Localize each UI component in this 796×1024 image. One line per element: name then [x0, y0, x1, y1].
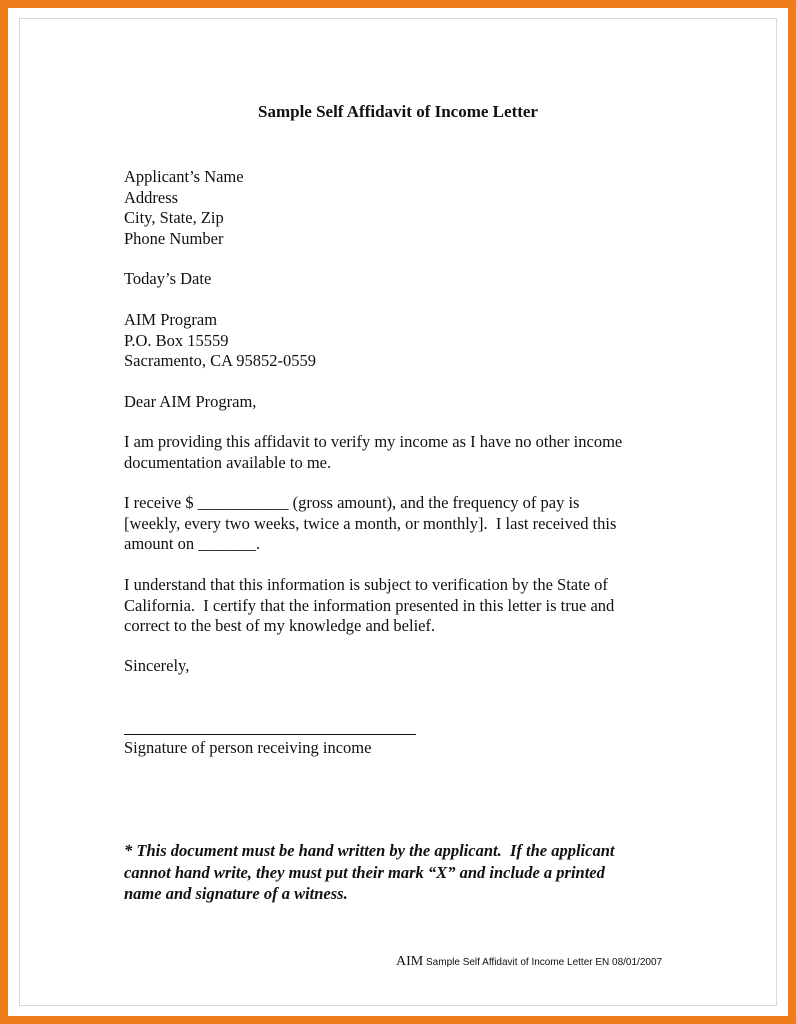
closing: [124, 656, 684, 677]
applicant-block: [124, 167, 684, 249]
paragraph-line: documentation available to me.: [124, 452, 332, 472]
recipient-city-line: Sacramento, CA 95852-0559: [124, 351, 317, 370]
paragraph-line: I understand that this information is subject to verification by the State of: [124, 575, 608, 594]
recipient-block: [124, 310, 684, 372]
applicant-address-line: Address: [124, 187, 179, 207]
signature-line: [124, 734, 416, 735]
handwritten-note: [124, 840, 684, 905]
paragraph-line: I receive $ ___________ (gross amount), and the frequency of pay is: [124, 493, 580, 512]
footer-text: Sample Self Affidavit of Income Letter EN 08/01/2007: [423, 957, 663, 968]
recipient-pobox-line: P.O. Box 15559: [124, 330, 229, 350]
signature-label-text: Signature of person receiving income: [124, 738, 372, 757]
paragraph-verify: [124, 432, 684, 473]
paragraph-line: [weekly, every two weeks, twice a month, or monthly]. I last received this: [124, 513, 617, 533]
paragraph-income: [124, 493, 684, 555]
paragraph-certify: [124, 575, 684, 637]
date-text: Today’s Date: [124, 269, 212, 288]
footer-prefix: AIM: [396, 954, 424, 969]
closing-text: Sincerely,: [124, 656, 190, 675]
applicant-phone-line: Phone Number: [124, 228, 224, 248]
applicant-city-line: City, State, Zip: [124, 208, 224, 227]
document-title: Sample Self Affidavit of Income Letter: [258, 102, 538, 121]
paragraph-line: I am providing this affidavit to verify my income as I have no other income: [124, 432, 623, 451]
page-footer: [396, 952, 662, 970]
signature-label: [124, 738, 684, 759]
salutation-text: Dear AIM Program,: [124, 392, 257, 411]
note-line: name and signature of a witness.: [124, 884, 348, 903]
paragraph-line: California. I certify that the information presented in this letter is true and: [124, 595, 615, 615]
recipient-name-line: AIM Program: [124, 310, 218, 329]
note-line: cannot hand write, they must put their mark “X” and include a printed: [124, 862, 605, 882]
paragraph-line: amount on _______.: [124, 534, 261, 553]
date-line: [124, 269, 684, 290]
salutation: [124, 392, 684, 413]
applicant-name-line: Applicant’s Name: [124, 167, 244, 186]
note-line: * This document must be hand written by the applicant. If the applicant: [124, 841, 615, 860]
paragraph-line: correct to the best of my knowledge and belief.: [124, 616, 436, 635]
